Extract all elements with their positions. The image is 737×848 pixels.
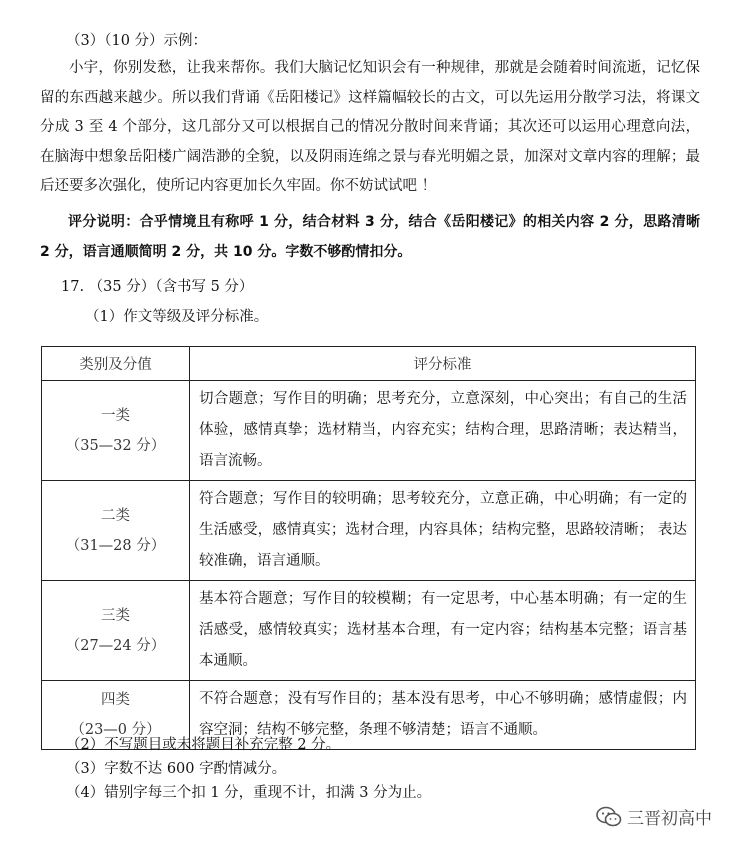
category-name: 三类 (101, 607, 130, 624)
note-4: （4）错别字每三个扣 1 分，重现不计，扣满 3 分为止。 (66, 785, 432, 801)
grading-table (41, 346, 696, 750)
watermark-text: 三晋初高中 (627, 809, 712, 829)
criteria-cell: 基本符合题意；写作目的较模糊；有一定思考，中心基本明确；有一定的生活感受，感情较真实；选材基本合理，有一定内容；结构基本完整；语言基本通顺。 (190, 581, 696, 681)
category-cell (42, 581, 190, 681)
category-cell (42, 381, 190, 481)
criteria-cell: 切合题意；写作目的明确；思考充分，立意深刻，中心突出；有自己的生活体验，感情真挚；选材精当，内容充实；结构合理，思路清晰；表达精当，语言流畅。 (190, 381, 696, 481)
category-name: 一类 (101, 407, 130, 424)
watermark (596, 804, 712, 829)
category-name: 二类 (101, 507, 130, 524)
category-range: （27—24 分） (65, 637, 166, 654)
table-row (42, 481, 696, 581)
note-3: （3）字数不达 600 字酌情减分。 (66, 761, 287, 777)
criteria-cell: 符合题意；写作目的较明确；思考较充分，立意正确，中心明确；有一定的生活感受，感情真实；选材合理，内容具体；结构完整，思路较清晰； 表达较准确，语言通顺。 (190, 481, 696, 581)
q17-sub1: （1）作文等级及评分标准。 (85, 309, 269, 325)
category-cell (42, 481, 190, 581)
table-row (42, 381, 696, 481)
q17-heading: 17. （35 分）（含书写 5 分） (61, 279, 254, 295)
category-range: （31—28 分） (65, 537, 166, 554)
note-2: （2）不写题目或未将题目补充完整 2 分。 (66, 737, 341, 753)
q3-scoring-note: 评分说明：合乎情境且有称呼 1 分，结合材料 3 分，结合《岳阳楼记》的相关内容 2 分，思路清晰 2 分，语言通顺简明 2 分，共 10 分。字数不够酌情扣分。 (40, 214, 700, 260)
q3-answer: 小宇，你别发愁，让我来帮你。我们大脑记忆知识会有一种规律，那就是会随着时间流逝，记忆保留的东西越来越少。所以我们背诵《岳阳楼记》这样篇幅较长的古文，可以先运用分散学习法，将课文分成 3 至 4 个部分，这几部分又可以根据自己的情况分散时间来背诵；其次还可以运用心理意向法，在脑海中想象岳阳楼广阔浩渺的全貌，以及阴雨连绵之景与春光明媚之景，加深对文章内容的理解；最后还要多次强化，使所记内容更加长久牢固。你不妨试试吧 ！ (40, 60, 700, 194)
category-range: （23—0 分） (70, 722, 161, 738)
table-header-row (42, 347, 696, 381)
header-criteria: 评分标准 (190, 347, 696, 381)
wechat-icon (596, 806, 622, 828)
category-range: （35—32 分） (65, 437, 166, 454)
q3-heading: （3）（10 分）示例： (66, 33, 208, 49)
criteria-cell: 不符合题意；没有写作目的；基本没有思考，中心不够明确；感情虚假；内容空洞；结构不够完整，条理不够清楚；语言不通顺。 (190, 681, 696, 750)
category-name: 四类 (101, 692, 130, 708)
header-category: 类别及分值 (42, 347, 190, 381)
table-row (42, 581, 696, 681)
